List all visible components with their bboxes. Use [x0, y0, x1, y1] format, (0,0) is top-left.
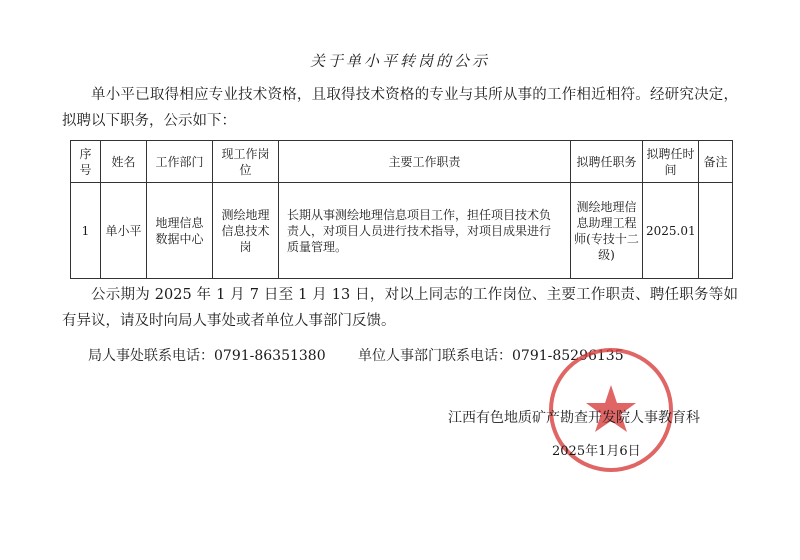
notice-paragraph: 公示期为 2025 年 1 月 7 日至 1 月 13 日，对以上同志的工作岗位、主要工作职责、聘任职务等如有异议，请及时向局人事处或者单位人事部门反馈。 [62, 287, 738, 329]
table-row [71, 183, 733, 279]
cell-note [699, 183, 733, 279]
header-no: 序号 [71, 141, 101, 183]
intro-paragraph: 单小平已取得相应专业技术资格，且取得技术资格的专业与其所从事的工作相近相符。经研究决定，拟聘以下职务，公示如下： [62, 87, 738, 129]
header-duty: 主要工作职责 [279, 141, 571, 183]
cell-title: 测绘地理信息助理工程师(专技十二级) [571, 183, 643, 279]
issuing-org: 江西有色地质矿产勘查开发院人事教育科 [448, 410, 700, 426]
cell-no: 1 [71, 183, 101, 279]
header-time: 拟聘任时间 [643, 141, 699, 183]
cell-dept: 地理信息数据中心 [147, 183, 213, 279]
header-name: 姓名 [101, 141, 147, 183]
cell-time: 2025.01 [643, 183, 699, 279]
notice-title: 关于单小平转岗的公示 [309, 52, 490, 70]
issue-date: 2025年1月6日 [552, 444, 641, 459]
cell-name: 单小平 [101, 183, 147, 279]
appointment-table [70, 140, 733, 279]
bureau-contact: 局人事处联系电话：0791-86351380 [88, 348, 326, 364]
table-header-row [71, 141, 733, 183]
unit-contact: 单位人事部门联系电话：0791-85296135 [358, 348, 624, 364]
header-dept: 工作部门 [147, 141, 213, 183]
header-title: 拟聘任职务 [571, 141, 643, 183]
cell-post: 测绘地理信息技术岗 [213, 183, 279, 279]
header-post: 现工作岗位 [213, 141, 279, 183]
header-note: 备注 [699, 141, 733, 183]
cell-duty: 长期从事测绘地理信息项目工作，担任项目技术负责人，对项目人员进行技术指导，对项目成果进行质量管理。 [279, 183, 571, 279]
